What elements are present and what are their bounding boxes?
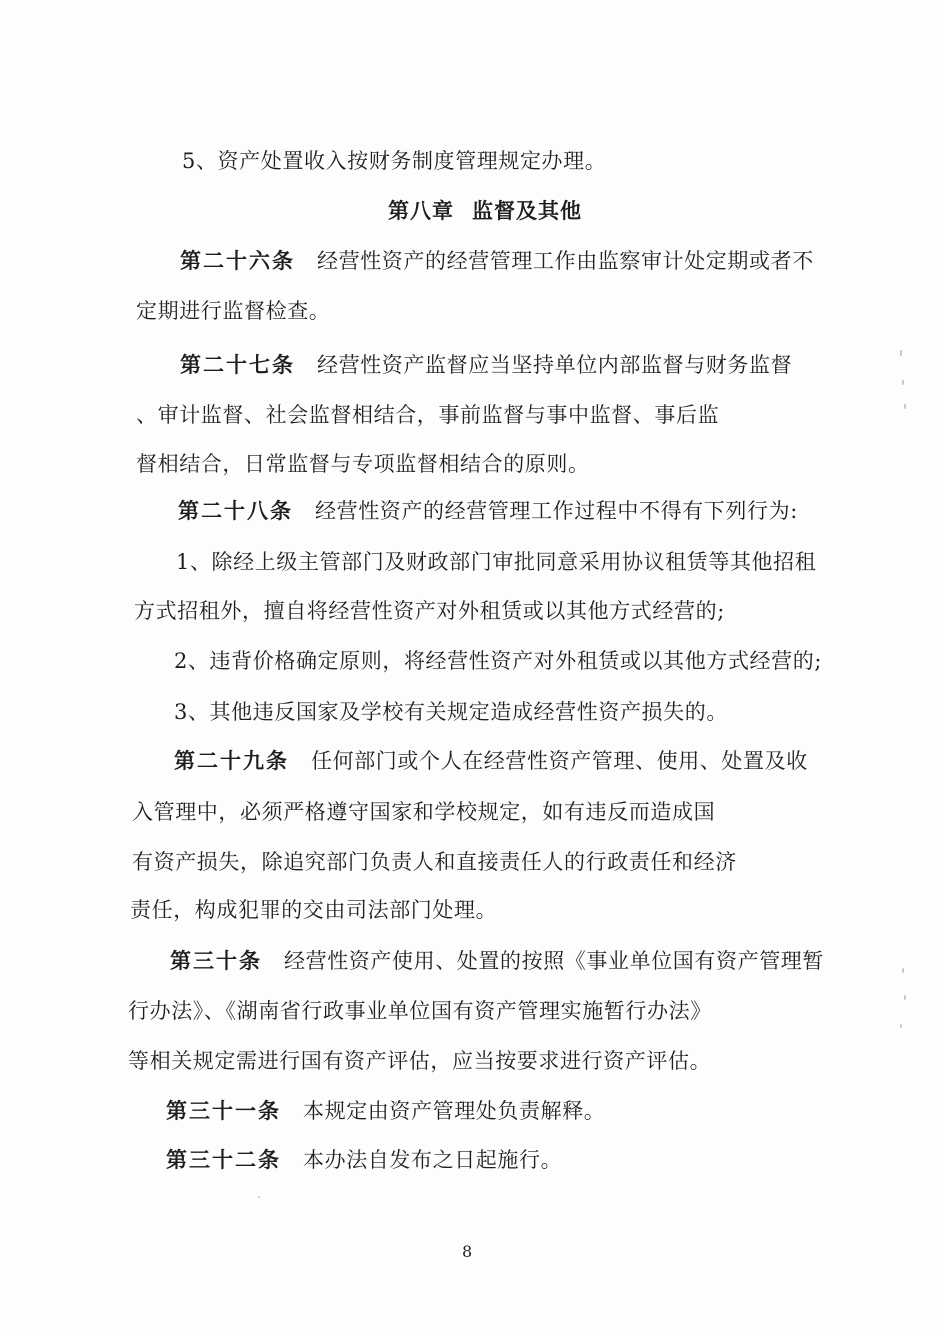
item-3: 3、其他违反国家及学校有关规定造成经营性资产损失的。 — [174, 700, 728, 724]
scan-mark — [904, 995, 906, 1000]
item-1-line-2 — [134, 596, 725, 626]
article-29-line-2 — [132, 797, 715, 827]
article-26-text: 经营性资产的经营管理工作由监察审计处定期或者不 — [317, 249, 814, 273]
chapter-title: 监督及其他 — [472, 198, 582, 223]
scan-dot — [258, 1196, 260, 1198]
item-1-line-1 — [176, 547, 816, 577]
article-30-text-cont-2: 等相关规定需进行国有资产评估，应当按要求进行资产评估。 — [128, 1049, 712, 1073]
item-1-text-cont: 方式招租外，擅自将经营性资产对外租赁或以其他方式经营的; — [134, 599, 725, 623]
page-number: 8 — [462, 1242, 473, 1261]
article-29-line-1 — [174, 746, 808, 776]
article-28-line-1 — [178, 496, 798, 526]
scan-mark — [904, 404, 906, 409]
scan-mark — [900, 1024, 902, 1028]
item-1-text: 1、除经上级主管部门及财政部门审批同意采用协议租赁等其他招租 — [176, 550, 817, 574]
article-28-label: 第二十八条 — [178, 498, 293, 523]
article-29-line-4 — [130, 895, 497, 925]
article-30-text: 经营性资产使用、处置的按照《事业单位国有资产管理暂 — [284, 949, 824, 973]
chapter-heading — [388, 196, 582, 226]
scan-mark — [902, 968, 904, 973]
article-30-text-cont-1: 行办法》、《湖南省行政事业单位国有资产管理实施暂行办法》 — [128, 999, 712, 1023]
article-28-text: 经营性资产的经营管理工作过程中不得有下列行为: — [315, 499, 798, 523]
scan-mark — [900, 350, 902, 356]
article-27-line-2 — [136, 400, 719, 430]
article-29-text-cont-1: 入管理中，必须严格遵守国家和学校规定，如有违反而造成国 — [132, 800, 716, 824]
article-32-text: 本办法自发布之日起施行。 — [303, 1148, 563, 1172]
article-26-label: 第二十六条 — [180, 248, 295, 273]
scan-mark — [902, 380, 904, 385]
article-27-label: 第二十七条 — [180, 352, 295, 377]
article-27-text-cont-1: 、审计监督、社会监督相结合，事前监督与事中监督、事后监 — [136, 403, 720, 427]
article-27-line-1 — [180, 350, 792, 380]
article-29-text: 任何部门或个人在经营性资产管理、使用、处置及收 — [311, 749, 808, 773]
article-26-text-cont: 定期进行监督检查。 — [136, 299, 331, 323]
article-26-line-2 — [136, 296, 330, 326]
item-2: 2、违背价格确定原则，将经营性资产对外租赁或以其他方式经营的; — [174, 649, 823, 673]
article-29-text-cont-3: 责任，构成犯罪的交由司法部门处理。 — [130, 898, 498, 922]
article-26-line-1 — [180, 246, 814, 276]
article-30-label: 第三十条 — [170, 948, 262, 973]
article-27-text: 经营性资产监督应当坚持单位内部监督与财务监督 — [317, 353, 793, 377]
chapter-number: 第八章 — [388, 198, 454, 223]
article-30-line-3 — [128, 1046, 711, 1076]
article-32-label: 第三十二条 — [166, 1147, 281, 1172]
item-5: 5、资产处置收入按财务制度管理规定办理。 — [182, 149, 607, 173]
article-30-line-2 — [128, 996, 712, 1026]
article-31-text: 本规定由资产管理处负责解释。 — [303, 1099, 606, 1123]
article-29-label: 第二十九条 — [174, 748, 289, 773]
article-29-text-cont-2: 有资产损失，除追究部门负责人和直接责任人的行政责任和经济 — [132, 850, 737, 874]
article-29-line-3 — [132, 847, 737, 877]
article-30-line-1 — [170, 946, 824, 976]
article-27-line-3 — [136, 449, 590, 479]
article-31-label: 第三十一条 — [166, 1098, 281, 1123]
article-27-text-cont-2: 督相结合，日常监督与专项监督相结合的原则。 — [136, 452, 590, 476]
article-31 — [166, 1096, 605, 1126]
article-32 — [166, 1145, 562, 1175]
